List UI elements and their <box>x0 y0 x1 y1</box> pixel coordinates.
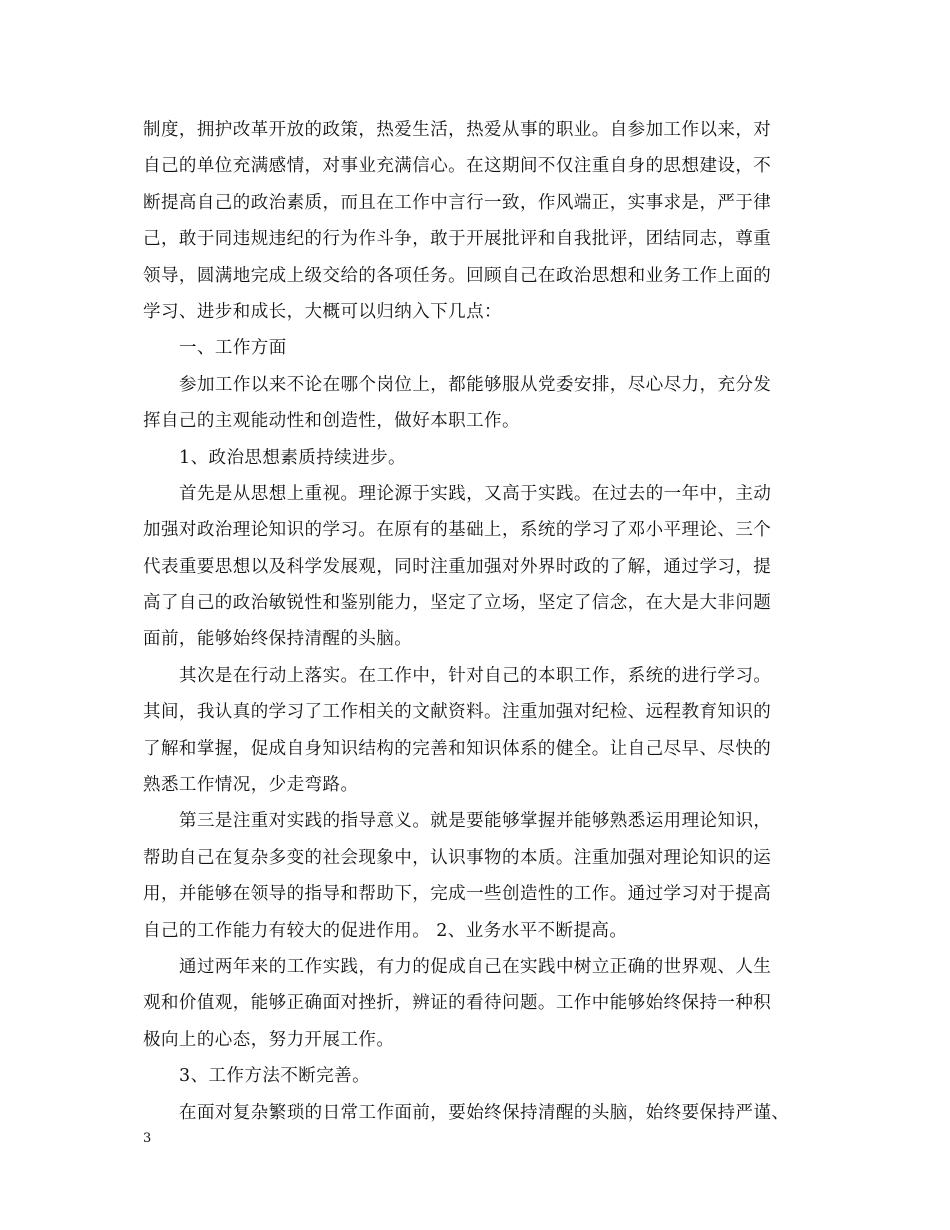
text-line: 领导，圆满地完成上级交给的各项任务。回顾自己在政治思想和业务工作上面的 <box>143 265 772 286</box>
paragraph-start-line: 在面对复杂繁琐的日常工作面前，要始终保持清醒的头脑，始终要保持严谨、 <box>179 1102 790 1123</box>
text-line: 帮助自己在复杂多变的社会现象中，认识事物的本质。注重加强对理论知识的运 <box>143 847 772 868</box>
text-line: 学习、进步和成长，大概可以归纳入下几点： <box>143 301 502 322</box>
text-line: 挥自己的主观能动性和创造性，做好本职工作。 <box>143 411 520 432</box>
paragraph-start-line: 一、工作方面 <box>179 338 287 359</box>
text-line: 其间，我认真的学习了工作相关的文献资料。注重加强对纪检、远程教育知识的 <box>143 702 772 723</box>
text-line: 观和价值观，能够正确面对挫折，辨证的看待问题。工作中能够始终保持一种积 <box>143 993 772 1014</box>
document-body <box>143 112 813 1131</box>
text-line: 断提高自己的政治素质，而且在工作中言行一致，作风端正，实事求是，严于律 <box>143 192 772 213</box>
text-line: 高了自己的政治敏锐性和鉴别能力，坚定了立场，坚定了信念，在大是大非问题 <box>143 593 772 614</box>
text-line: 加强对政治理论知识的学习。在原有的基础上，系统的学习了邓小平理论、三个 <box>143 520 772 541</box>
paragraph-start-line: 参加工作以来不论在哪个岗位上，都能够服从党委安排，尽心尽力，充分发 <box>179 374 772 395</box>
paragraph-start-line: 其次是在行动上落实。在工作中，针对自己的本职工作，系统的进行学习。 <box>179 665 772 686</box>
text-line: 面前，能够始终保持清醒的头脑。 <box>143 629 413 650</box>
text-line: 极向上的心态，努力开展工作。 <box>143 1029 395 1050</box>
text-line: 用，并能够在领导的指导和帮助下，完成一些创造性的工作。通过学习对于提高 <box>143 884 772 905</box>
paragraph-start-line: 1、政治思想素质持续进步。 <box>179 447 406 468</box>
text-line: 自己的工作能力有较大的促进作用。 2、业务水平不断提高。 <box>143 920 628 941</box>
text-line: 制度，拥护改革开放的政策，热爱生活，热爱从事的职业。自参加工作以来，对 <box>143 120 772 140</box>
text-line: 代表重要思想以及科学发展观，同时注重加强对外界时政的了解，通过学习，提 <box>143 556 772 577</box>
paragraph-start-line: 通过两年来的工作实践，有力的促成自己在实践中树立正确的世界观、人生 <box>179 956 772 977</box>
paragraph-start-line: 首先是从思想上重视。理论源于实践，又高于实践。在过去的一年中，主动 <box>179 483 772 504</box>
page-number: 3 <box>143 1131 152 1146</box>
text-line: 了解和掌握，促成自身知识结构的完善和知识体系的健全。让自己尽早、尽快的 <box>143 738 772 759</box>
paragraph-start-line: 3、工作方法不断完善。 <box>179 1066 371 1087</box>
text-line: 自己的单位充满感情，对事业充满信心。在这期间不仅注重自身的思想建设，不 <box>143 156 772 177</box>
text-line: 熟悉工作情况，少走弯路。 <box>143 775 359 796</box>
paragraph-start-line: 第三是注重对实践的指导意义。就是要能够掌握并能够熟悉运用理论知识， <box>179 811 772 832</box>
text-line: 己，敢于同违规违纪的行为作斗争，敢于开展批评和自我批评，团结同志，尊重 <box>143 229 772 250</box>
